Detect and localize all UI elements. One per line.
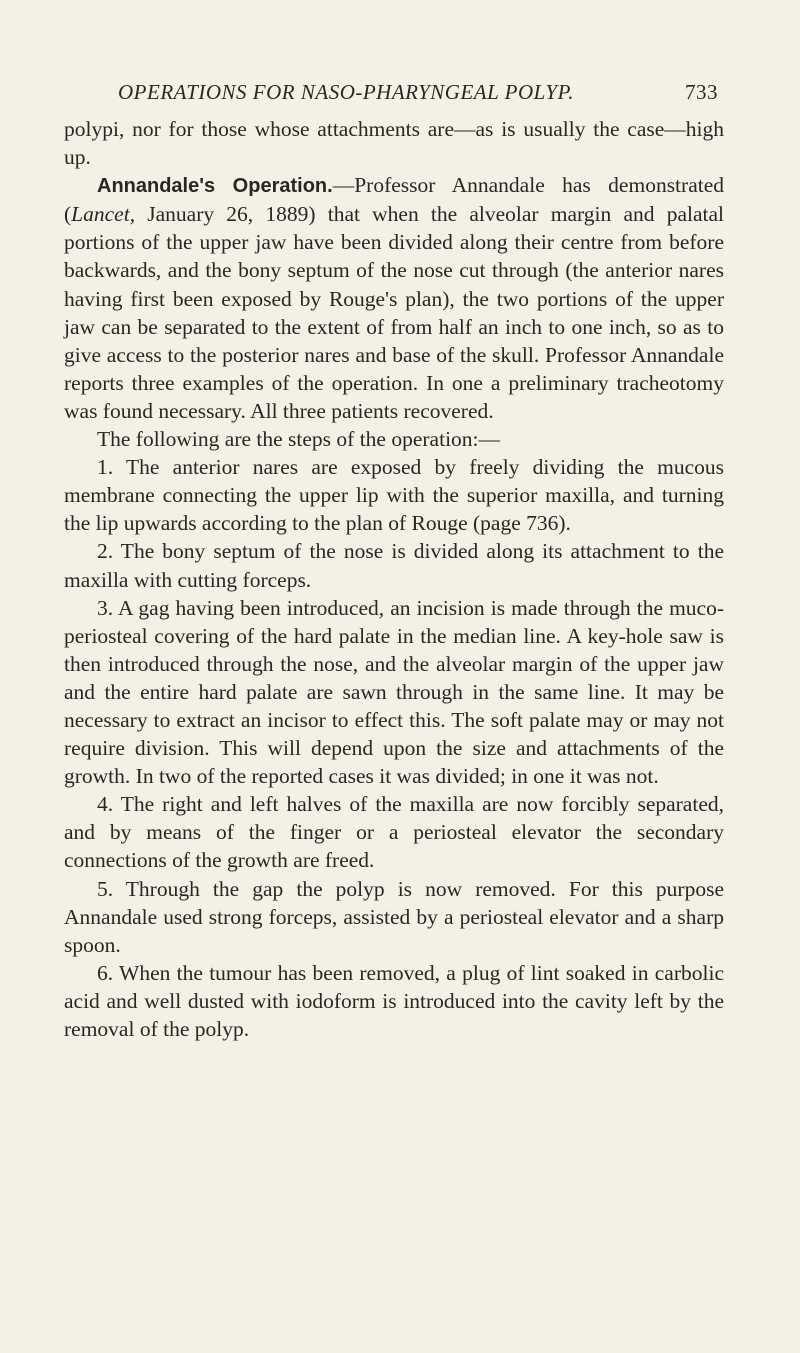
step-paragraph: 4. The right and left halves of the maxilla are now forcibly separated, and by means of the finger or a periosteal elevator the secondary connections of the growth are freed.: [64, 792, 724, 873]
section-text-2: January 26, 1889) that when the alveolar margin and palatal portions of the upper jaw have been divided along their centre from before backwards, and the bony septum of the nose cut through (the anterior nares having first been exposed by Rouge's plan), the two portions of the upper jaw can be separated to the extent of from half an inch to one inch, so as to give access to the posterior nares and base of the skull. Professor Annandale reports three examples of the operation. In one a preliminary tracheotomy was found necessary. All three patients recovered.: [64, 202, 724, 423]
running-head: [118, 80, 718, 105]
section-text-1: —Professor Annandale has demonstrated (: [64, 173, 725, 227]
steps-intro: The following are the steps of the operation:—: [97, 427, 501, 452]
step-paragraph: 1. The anterior nares are exposed by freely dividing the mucous membrane connecting the upper lip with the superior maxilla, and turning the lip upwards according to the plan of Rouge (page 736).: [64, 455, 724, 536]
section-heading: Annandale's Operation.: [97, 175, 333, 198]
running-head-title: OPERATIONS FOR NASO-PHARYNGEAL POLYP.: [118, 80, 574, 104]
step-paragraph: 6. When the tumour has been removed, a plug of lint soaked in carbolic acid and well dusted with iodoform is introduced into the cavity left by the removal of the polyp.: [64, 960, 724, 1041]
body-text: [64, 115, 724, 1043]
step-paragraph: 5. Through the gap the polyp is now removed. For this purpose Annandale used strong forceps, assisted by a periosteal elevator and a sharp spoon.: [64, 876, 724, 957]
page-number: 733: [685, 80, 718, 104]
annandale-paragraph: [64, 171, 724, 425]
step-paragraph: 2. The bony septum of the nose is divided along its attachment to the maxilla with cutting forceps.: [64, 539, 724, 592]
continued-paragraph: polypi, nor for those whose attachments are—as is usually the case—high up.: [64, 117, 724, 170]
journal-name: Lancet,: [71, 202, 136, 227]
step-paragraph: 3. A gag having been introduced, an incision is made through the muco-periosteal covering of the hard palate in the median line. A key-hole saw is then introduced through the nose, and the alveolar margin of the upper jaw and the entire hard palate are sawn through in the same line. It may be necessary to extract an incisor to effect this. The soft palate may or may not require division. This will depend upon the size and attachments of the growth. In two of the reported cases it was divided; in one it was not.: [64, 595, 724, 789]
